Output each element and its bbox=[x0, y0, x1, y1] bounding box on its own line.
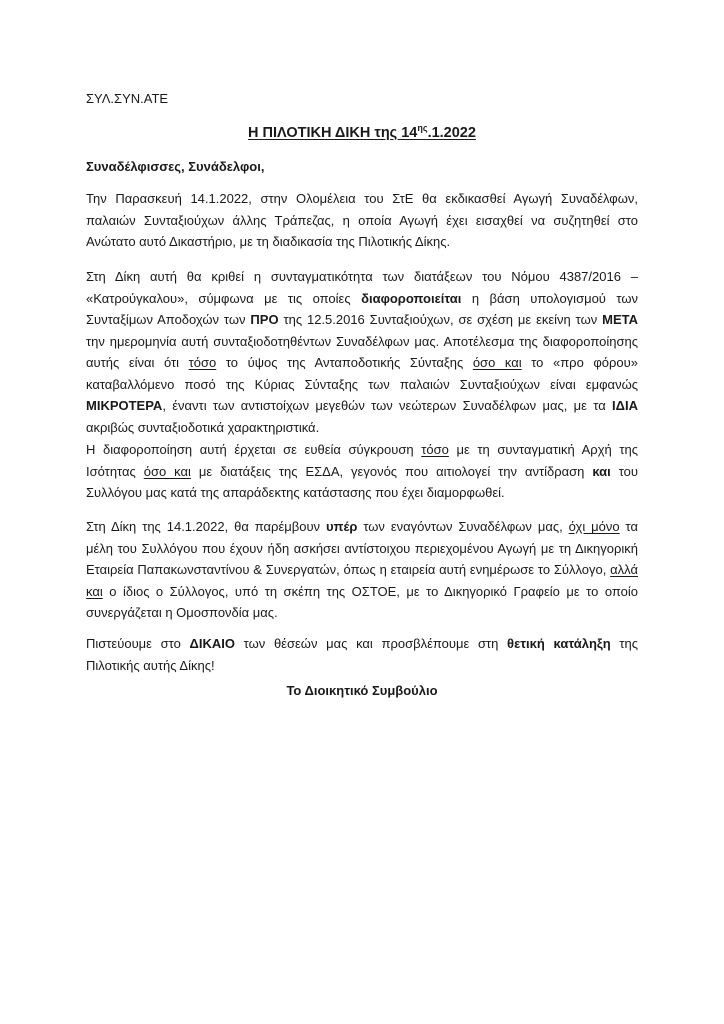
paragraph-1 bbox=[86, 188, 638, 253]
organization-name: ΣΥΛ.ΣΥΝ.ΑΤΕ bbox=[86, 91, 169, 106]
p5-text-1: Πιστεύουμε στο bbox=[86, 636, 190, 651]
p2-text-7: , έναντι των αντιστοίχων μεγεθών των νεώτερων Συναδέλφων μας, με τα bbox=[162, 398, 613, 413]
p2-text-5: το ύψος της Ανταποδοτικής Σύνταξης bbox=[216, 355, 473, 370]
p2-text-4: την ημερομηνία αυτή συνταξιοδοτηθέντων Συναδέλφων μας. Αποτέλεσμα της διαφοροποίησης αυτής είναι ότι bbox=[86, 333, 638, 370]
paragraph-5 bbox=[86, 633, 638, 676]
p4-underline-1: όχι μόνο bbox=[568, 519, 620, 534]
p2-text-3: της 12.5.2016 Συνταξιούχων, σε σχέση με εκείνη των bbox=[278, 312, 603, 327]
paragraph-2 bbox=[86, 266, 638, 438]
p2-bold-4: ΜΙΚΡΟΤΕΡΑ bbox=[86, 398, 163, 413]
p4-bold-1: υπέρ bbox=[325, 519, 358, 534]
p2-text-6: το «προ φόρου» καταβαλλόμενο ποσό της Κύριας Σύνταξης των παλαιών Συνταξιούχων είναι εμφανώς bbox=[86, 355, 638, 392]
p4-text-2: των εναγόντων Συναδέλφων μας, bbox=[357, 519, 569, 534]
p3-underline-1: τόσο bbox=[421, 442, 449, 457]
p4-text-3: τα μέλη του Συλλόγου που έχουν ήδη ασκήσει αντίστοιχου περιεχομένου Αγωγή με τη Δικηγορική Εταιρεία Παπακωνσταντίνου & Συνεργατών, όπως η εταιρεία αυτή ενημέρωσε το Σύλλογο, bbox=[86, 519, 638, 577]
p2-bold-1: διαφοροποιείται bbox=[361, 290, 462, 306]
p3-underline-2: όσο και bbox=[143, 463, 191, 479]
p4-text-1: Στη Δίκη της 14.1.2022, θα παρέμβουν bbox=[86, 519, 326, 534]
title-date-end: .1.2022 bbox=[427, 125, 476, 141]
greeting: Συναδέλφισσες, Συνάδελφοι, bbox=[86, 159, 265, 174]
p4-text-4: ο ίδιος ο Σύλλογος, υπό τη σκέπη της ΟΣΤΟΕ, με το Δικηγορικό Γραφείο με το οποίο συνεργάζεται η Ομοσπονδία μας. bbox=[86, 583, 638, 620]
document-title bbox=[0, 123, 724, 141]
p2-text-2: η βάση υπολογισμού των Συνταξίμων Αποδοχών των bbox=[86, 290, 638, 327]
p5-bold-2: θετική κατάληξη bbox=[507, 636, 611, 651]
p5-bold-1: ΔΙΚΑΙΟ bbox=[189, 636, 235, 651]
p4-underline-2: αλλά και bbox=[86, 562, 638, 599]
p2-bold-3: ΜΕΤΑ bbox=[602, 312, 638, 327]
p3-text-1: Η διαφοροποίηση αυτή έρχεται σε ευθεία σύγκρουση bbox=[86, 442, 422, 457]
paragraph-3 bbox=[86, 439, 638, 504]
signature: Το Διοικητικό Συμβούλιο bbox=[286, 683, 438, 698]
p5-text-3: της Πιλοτικής αυτής Δίκης! bbox=[86, 636, 638, 673]
p2-text-1: Στη Δίκη αυτή θα κριθεί η συνταγματικότητα των διατάξεων του Νόμου 4387/2016 – «Κατρούγκαλου», σύμφωνα με τις οποίες bbox=[86, 269, 638, 306]
p2-bold-2: ΠΡΟ bbox=[250, 312, 279, 327]
p2-underline-1: τόσο bbox=[188, 355, 217, 370]
paragraph-4 bbox=[86, 516, 638, 624]
p2-underline-2: όσο και bbox=[472, 355, 522, 370]
p5-text-2: των θέσεών μας και προσβλέπουμε στη bbox=[235, 636, 508, 651]
title-superscript: ης bbox=[417, 123, 428, 133]
p3-text-3: με διατάξεις της ΕΣΔΑ, γεγονός που αιτιολογεί την αντίδραση bbox=[190, 463, 593, 479]
title-main: Η ΠΙΛΟΤΙΚΗ ΔΙΚΗ της 14 bbox=[248, 125, 418, 141]
p2-bold-5: ΙΔΙΑ bbox=[612, 398, 638, 413]
p1-text: Την Παρασκευή 14.1.2022, στην Ολομέλεια του ΣτΕ θα εκδικασθεί Αγωγή Συναδέλφων, παλαιών Συνταξιούχων άλλης Τράπεζας, η οποία Αγωγή έχει εισαχθεί να συζητηθεί στο Ανώτατο αυτό Δικαστήριο, με τη διαδικασία της Πιλοτικής Δίκης. bbox=[86, 191, 638, 249]
p3-text-2: με τη συνταγματική Αρχή της Ισότητας bbox=[86, 442, 638, 479]
p3-text-4: του Συλλόγου μας κατά της απαράδεκτης κατάστασης που έχει διαμορφωθεί. bbox=[86, 463, 638, 500]
p2-text-8: ακριβώς συνταξιοδοτικά χαρακτηριστικά. bbox=[86, 419, 320, 435]
p3-bold-1: και bbox=[592, 463, 611, 479]
